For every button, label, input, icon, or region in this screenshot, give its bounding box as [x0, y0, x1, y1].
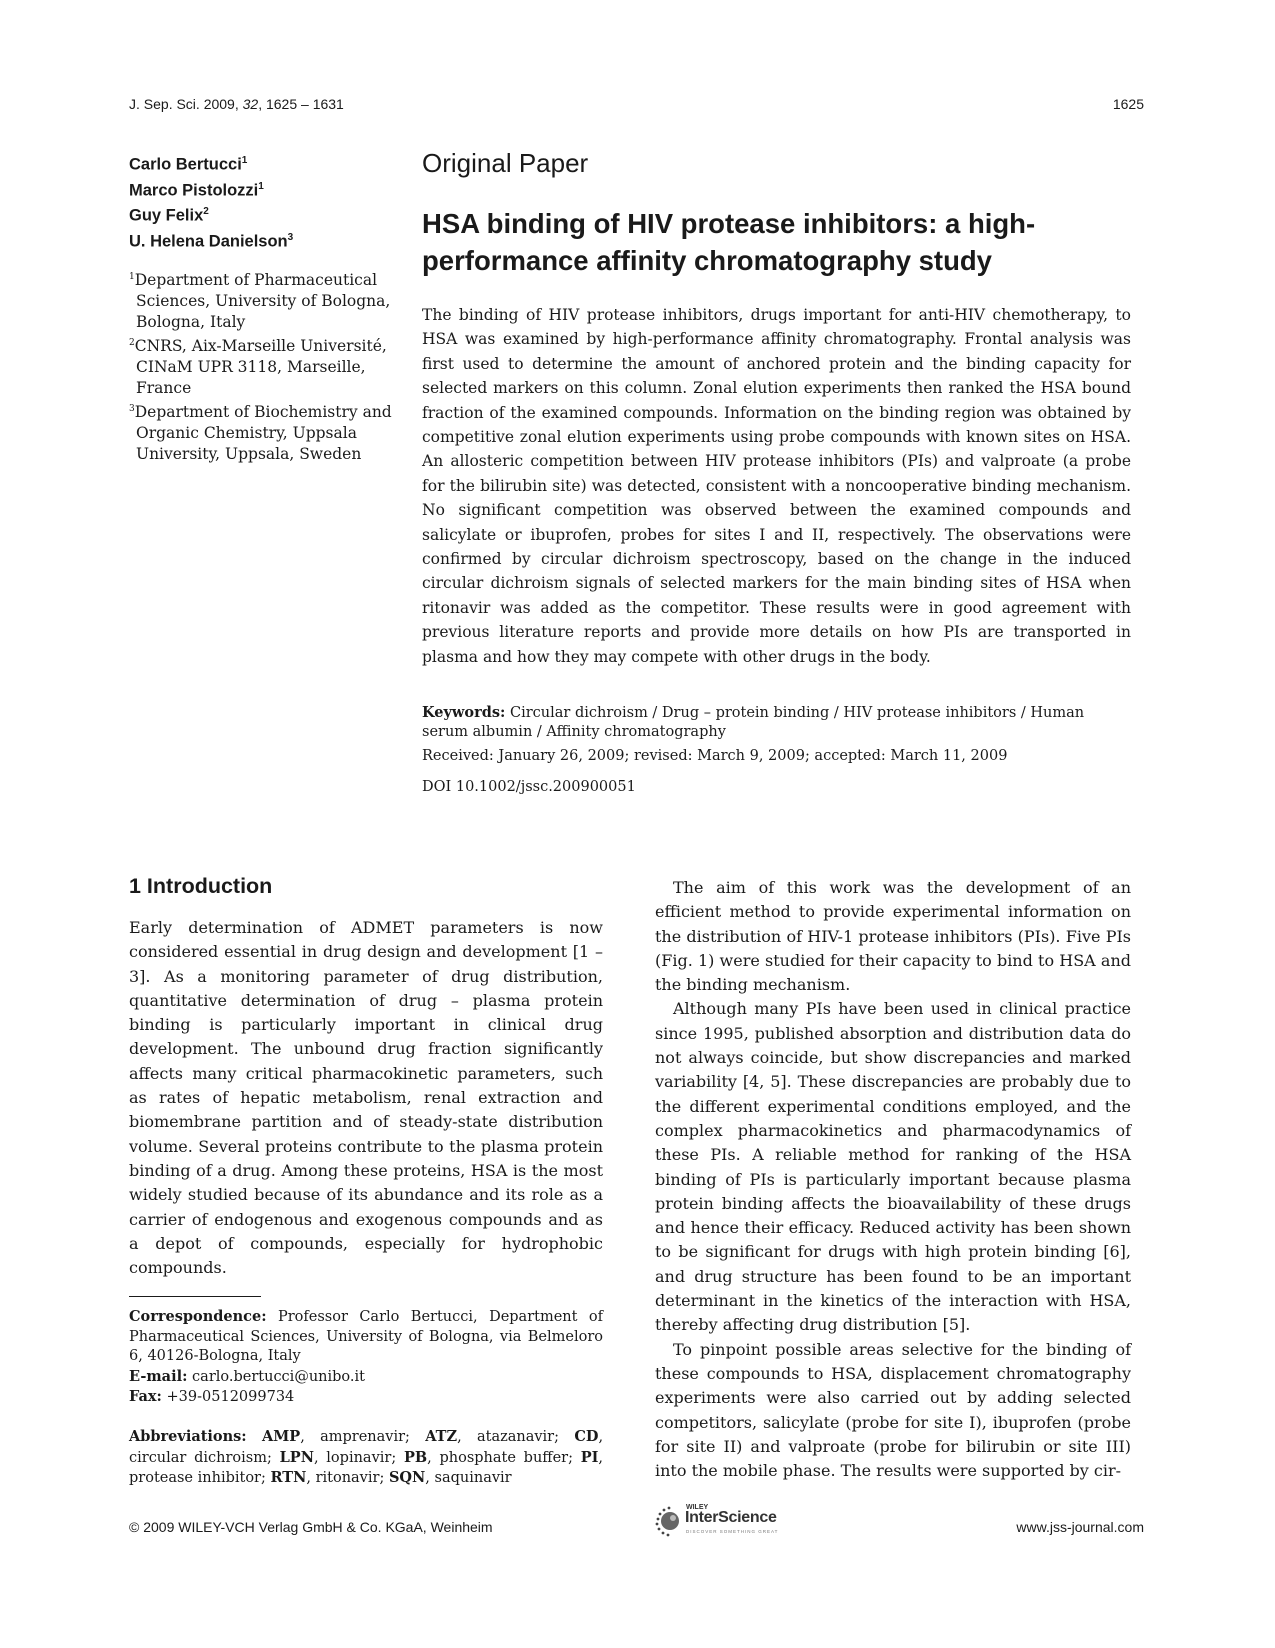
journal-citation	[129, 96, 344, 112]
affiliation-text: Department of Biochemistry and Organic Chemistry, Uppsala University, Uppsala, Sweden	[134, 403, 392, 464]
abbr-term: PI	[580, 1448, 599, 1466]
abbr-def: saquinavir	[434, 1470, 512, 1487]
abbr-def: circular dichroism	[129, 1449, 267, 1466]
email-address[interactable]: carlo.bertucci@unibo.it	[187, 1368, 365, 1385]
abbr-def: phosphate buffer	[439, 1449, 569, 1466]
author-name	[129, 176, 399, 202]
author-name	[129, 227, 399, 253]
author-name-text: Guy Felix	[129, 206, 204, 225]
intro-paragraph: The aim of this work was the development of an efficient method to provide experimental information on the distribution of HIV-1 protease inhibitors (PIs). Five PIs (Fig. 1) were studied for their capacity to bind to HSA and the binding mechanism.	[655, 878, 1131, 995]
correspondence-block	[129, 1307, 603, 1408]
author-name-text: Carlo Bertucci	[129, 155, 242, 174]
footnote-divider	[129, 1296, 261, 1297]
intro-paragraph-left: Early determination of ADMET parameters is now considered essential in drug design and development [1 – 3]. As a monitoring parameter of drug distribution, quantitative determination of drug – plasma protein binding is particularly important in clinical drug development. The unbound drug fraction significantly affects many critical pharmacokinetic parameters, such as rates of hepatic metabolism, renal extraction and biomembrane partition and of steady-state distribution volume. Several proteins contribute to the plasma protein binding of a drug. Among these proteins, HSA is the most widely studied because of its abundance and its role as a carrier of endogenous and exogenous compounds and as a depot of compounds, especially for hydrophobic compounds.	[129, 918, 603, 1278]
author-sup: 1	[241, 155, 248, 166]
author-name	[129, 150, 399, 176]
abbr-term: ATZ	[425, 1428, 458, 1445]
journal-volume: 32	[242, 96, 259, 112]
affiliation-list	[129, 267, 404, 465]
intro-paragraph: To pinpoint possible areas selective for the binding of these compounds to HSA, displacement chromatography experiments were also carried out by adding selected competitors, salicylate (probe for site I), ibuprofen (probe for site II) and valproate (probe for bilirubin or site III) into the mobile phase. The results were supported by cir-	[655, 1339, 1131, 1481]
abbr-term: RTN	[270, 1469, 307, 1487]
journal-url[interactable]: www.jss-journal.com	[1016, 1519, 1144, 1535]
intro-paragraph: Although many PIs have been used in clinical practice since 1995, published absorption and distribution data do not always coincide, but show discrepancies and marked variability [4, 5]. These discrepancies are probably due to the different experimental conditions employed, and the complex pharmacokinetics and pharmacodynamics of these PIs. A reliable method for ranking of the HSA binding of PIs is particularly important because plasma protein binding affects the bioavailability of these drugs and hence their efficacy. Reduced activity has been shown to be significant for drugs with high protein binding [6], and drug structure has been found to be an important determinant in the kinetics of the interaction with HSA, thereby affecting drug distribution [5].	[655, 999, 1131, 1335]
author-list	[129, 150, 399, 252]
affiliation-text: Department of Pharmaceutical Sciences, University of Bologna, Bologna, Italy	[134, 271, 391, 332]
affiliation	[129, 399, 404, 465]
keywords-label: Keywords:	[422, 704, 506, 721]
email-label: E-mail:	[129, 1367, 188, 1385]
logo-tagline: DISCOVER SOMETHING GREAT	[686, 1529, 779, 1534]
paper-type: Original Paper	[422, 148, 589, 178]
abbr-term: SQN	[388, 1469, 426, 1487]
fax-number: +39-0512099734	[161, 1389, 295, 1406]
author-name	[129, 201, 399, 227]
author-sup: 3	[287, 231, 294, 243]
affiliation	[129, 333, 404, 399]
abbreviations-label: Abbreviations:	[129, 1428, 247, 1445]
abbr-term: CD	[574, 1428, 599, 1445]
abbr-term: AMP	[261, 1428, 301, 1445]
abbr-def: ritonavir	[315, 1470, 380, 1487]
affiliation-sup: 3	[129, 404, 135, 415]
keywords	[422, 703, 1131, 742]
abbr-def: amprenavir	[320, 1429, 406, 1445]
received-dates: Received: January 26, 2009; revised: March 9, 2009; accepted: March 11, 2009	[422, 748, 1008, 764]
interscience-logo	[652, 1503, 802, 1537]
fax-line	[129, 1387, 603, 1408]
logo-interscience-text: InterScience	[685, 1509, 777, 1526]
abbr-def: atazanavir	[476, 1429, 555, 1445]
affiliation	[129, 267, 404, 333]
paper-title: HSA binding of HIV protease inhibitors: a high-performance affinity chromatography study	[422, 208, 1036, 276]
copyright-notice: © 2009 WILEY-VCH Verlag GmbH & Co. KGaA, Weinheim	[129, 1519, 493, 1535]
author-sup: 2	[203, 206, 209, 217]
logo-wiley-text: WILEY	[686, 1504, 709, 1511]
section-heading: 1 Introduction	[129, 874, 273, 898]
abbr-term: LPN	[279, 1448, 314, 1466]
correspondence	[129, 1307, 603, 1367]
journal-pages: , 1625 – 1631	[258, 96, 344, 112]
correspondence-text: Professor Carlo Bertucci, Department of Pharmaceutical Sciences, University of Bologna, via Belmeloro 6, 40126-Bologna, Italy	[129, 1309, 603, 1365]
email-line	[129, 1367, 603, 1388]
page-number: 1625	[1112, 96, 1144, 112]
author-name-text: Marco Pistolozzi	[129, 181, 259, 199]
abbr-def: lopinavir	[326, 1449, 392, 1466]
abstract: The binding of HIV protease inhibitors, drugs important for anti-HIV chemotherapy, to HSA was examined by high-performance affinity chromatography. Frontal analysis was first used to determine the amount of anchored protein and the binding capacity for selected markers on this column. Zonal elution experiments then ranked the HSA bound fraction of the examined compounds. Information on the binding region was obtained by competitive zonal elution experiments using probe compounds with known sites on HSA. An allosteric competition between HIV protease inhibitors (PIs) and valproate (a probe for the bilirubin site) was detected, consistent with a noncooperative binding mechanism. No significant competition was observed between the examined compounds and salicylate or ibuprofen, probes for sites I and II, respectively. The observations were confirmed by circular dichroism spectroscopy, based on the change in the induced circular dichroism signals of selected markers for the main binding sites of HSA when ritonavir was added as the competitor. These results were in good agreement with previous literature reports and provide more details on how PIs are transported in plasma and how they may compete with other drugs in the body.	[422, 306, 1131, 666]
keywords-text: Circular dichroism / Drug – protein binding / HIV protease inhibitors / Human serum albumin / Affinity chromatography	[422, 705, 1085, 740]
abbr-def: protease inhibitor	[129, 1470, 261, 1487]
affiliation-sup: 1	[129, 272, 135, 282]
doi: DOI 10.1002/jssc.200900051	[422, 779, 636, 795]
journal-prefix: J. Sep. Sci. 2009,	[129, 96, 243, 112]
running-head	[129, 96, 1144, 112]
fax-label: Fax:	[129, 1388, 162, 1406]
correspondence-label: Correspondence:	[129, 1308, 267, 1325]
intro-column-right	[655, 876, 1131, 1483]
author-sup: 1	[258, 180, 264, 192]
affiliation-text: CNRS, Aix-Marseille Université, CINaM UPR 3118, Marseille, France	[134, 337, 387, 398]
author-name-text: U. Helena Danielson	[129, 232, 288, 250]
affiliation-sup: 2	[129, 338, 135, 349]
abbr-term: PB	[403, 1448, 428, 1466]
abbreviations: Abbreviations: AMP, amprenavir; ATZ, atazanavir; CD, circular dichroism; LPN, lopinavir; PB, phosphate buffer; PI, protease inhibitor; RTN, ritonavir; SQN, saquinavir	[129, 1428, 604, 1487]
